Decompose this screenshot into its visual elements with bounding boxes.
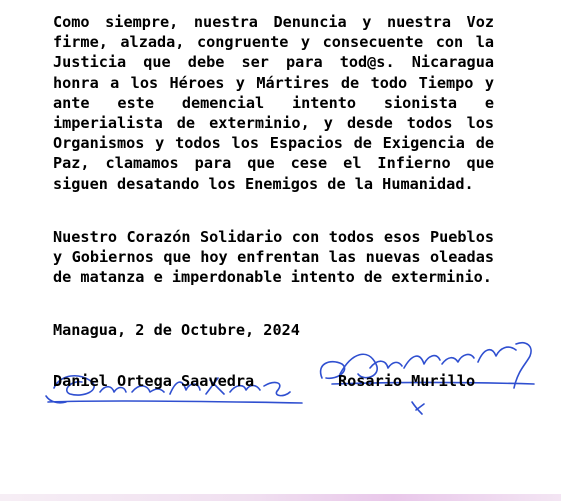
signatory-name-2: Rosario Murillo bbox=[338, 372, 476, 390]
signatory-name-1: Daniel Ortega Saavedra bbox=[53, 372, 255, 390]
paragraph-solidaridad: Nuestro Corazón Solidario con todos esos Pueblos y Gobiernos que hoy enfrentan las nuevas oleadas de matanza e imperdonable intento de exterminio. bbox=[53, 228, 494, 287]
paragraph-denuncia: Como siempre, nuestra Denuncia y nuestra Voz firme, alzada, congruente y consecuente con la Justicia que debe ser para tod@s. Nicaragua honra a los Héroes y Mártires de todo Tiempo y ante este demencial intento sionista e imperialista de exterminio, y desde todos los Organismos y todos los Espacios de Exigencia de Paz, clamamos para que cese el Infierno que siguen desatando los Enemigos de la Humanidad. bbox=[53, 13, 494, 193]
bottom-decorative-bar bbox=[0, 494, 561, 501]
dateline: Managua, 2 de Octubre, 2024 bbox=[53, 321, 300, 339]
